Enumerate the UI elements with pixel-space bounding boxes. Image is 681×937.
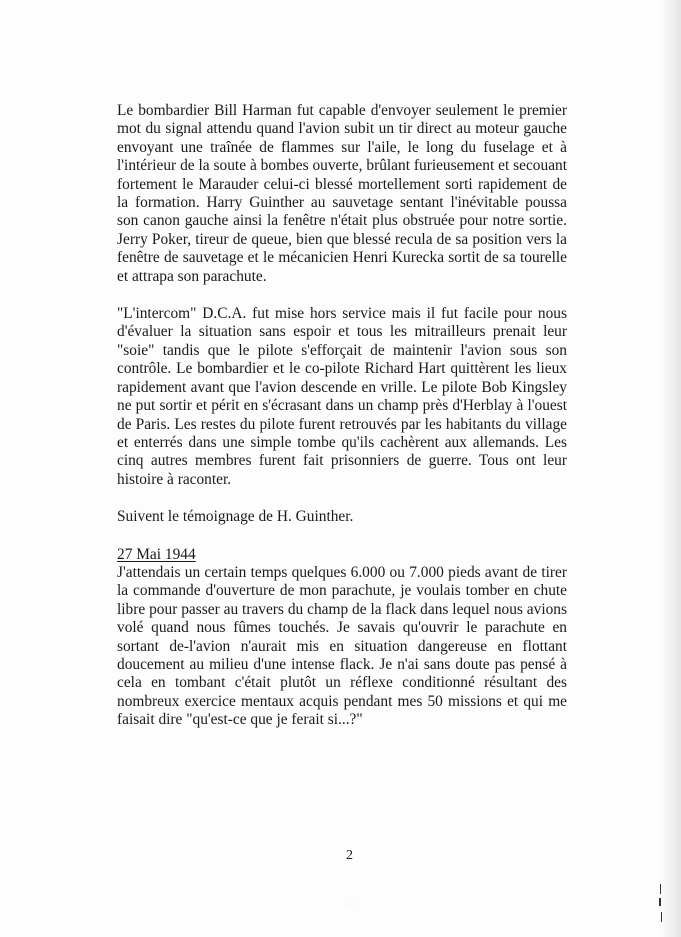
document-body [117, 102, 567, 730]
pen-mark [656, 884, 666, 924]
date-heading: 27 Mai 1944 [117, 545, 196, 563]
paragraph-3: Suivent le témoignage de H. Guinther. [117, 508, 354, 526]
testimony-paragraph: J'attendais un certain temps quelques 6.000 ou 7.000 pieds avant de tirer la commande d'ouverture de mon parachute, je voulais tomber en chute libre pour passer au travers du champ de la flack dans lequel nous avions volé quand nous fûmes touchés. Je savais qu'ouvrir le parachute en sortant de-l'avion n'aurait mis en situation dangereuse en flottant doucement au milieu d'une intense flack. Je n'ai sans doute pas pensé à cela en tombant c'était plutôt un réflexe conditionné résultant des nombreux exercice mentaux acquis pendant mes 50 missions et qui me faisait dire "qu'est-ce que je ferait si...?" [117, 563, 567, 729]
paragraph-2: "L'intercom" D.C.A. fut mise hors service mais il fut facile pour nous d'évaluer la situation sans espoir et tous les mitrailleurs prenait leur "soie" tandis que le pilote s'efforçait de maintenir l'avion sous son contrôle. Le bombardier et le co-pilote Richard Hart quittèrent les lieux rapidement avant que l'avion descende en vrille. Le pilote Bob Kingsley ne put sortir et périt en s'écrasant dans un champ près d'Herblay à l'ouest de Paris. Les restes du pilote furent retrouvés par les habitants du village et enterrés dans une simple tombe qu'ils cachèrent aux allemands. Les cinq autres membres furent fait prisonniers de guerre. Tous ont leur histoire à raconter. [117, 305, 567, 488]
scan-speck: · · [348, 900, 356, 909]
paragraph-1: Le bombardier Bill Harman fut capable d'envoyer seulement le premier mot du signal attendu quand l'avion subit un tir direct au moteur gauche envoyant une traînée de flammes sur l'aile, le long du fuselage et à l'intérieur de la soute à bombes ouverte, brûlant furieusement et secouant fortement le Marauder celui-ci blessé mortellement sorti rapidement de la formation. Harry Guinther au sauvetage sentant l'inévitable poussa son canon gauche ainsi la fenêtre n'était plus obstruée pour notre sortie. Jerry Poker, tireur de queue, bien que blessé recula de sa position vers la fenêtre de sauvetage et le mécanicien Henri Kurecka sortit de sa tourelle et attrapa son parachute. [117, 102, 567, 285]
page-number: 2 [346, 848, 353, 863]
paper-edge-shadow [659, 0, 681, 937]
